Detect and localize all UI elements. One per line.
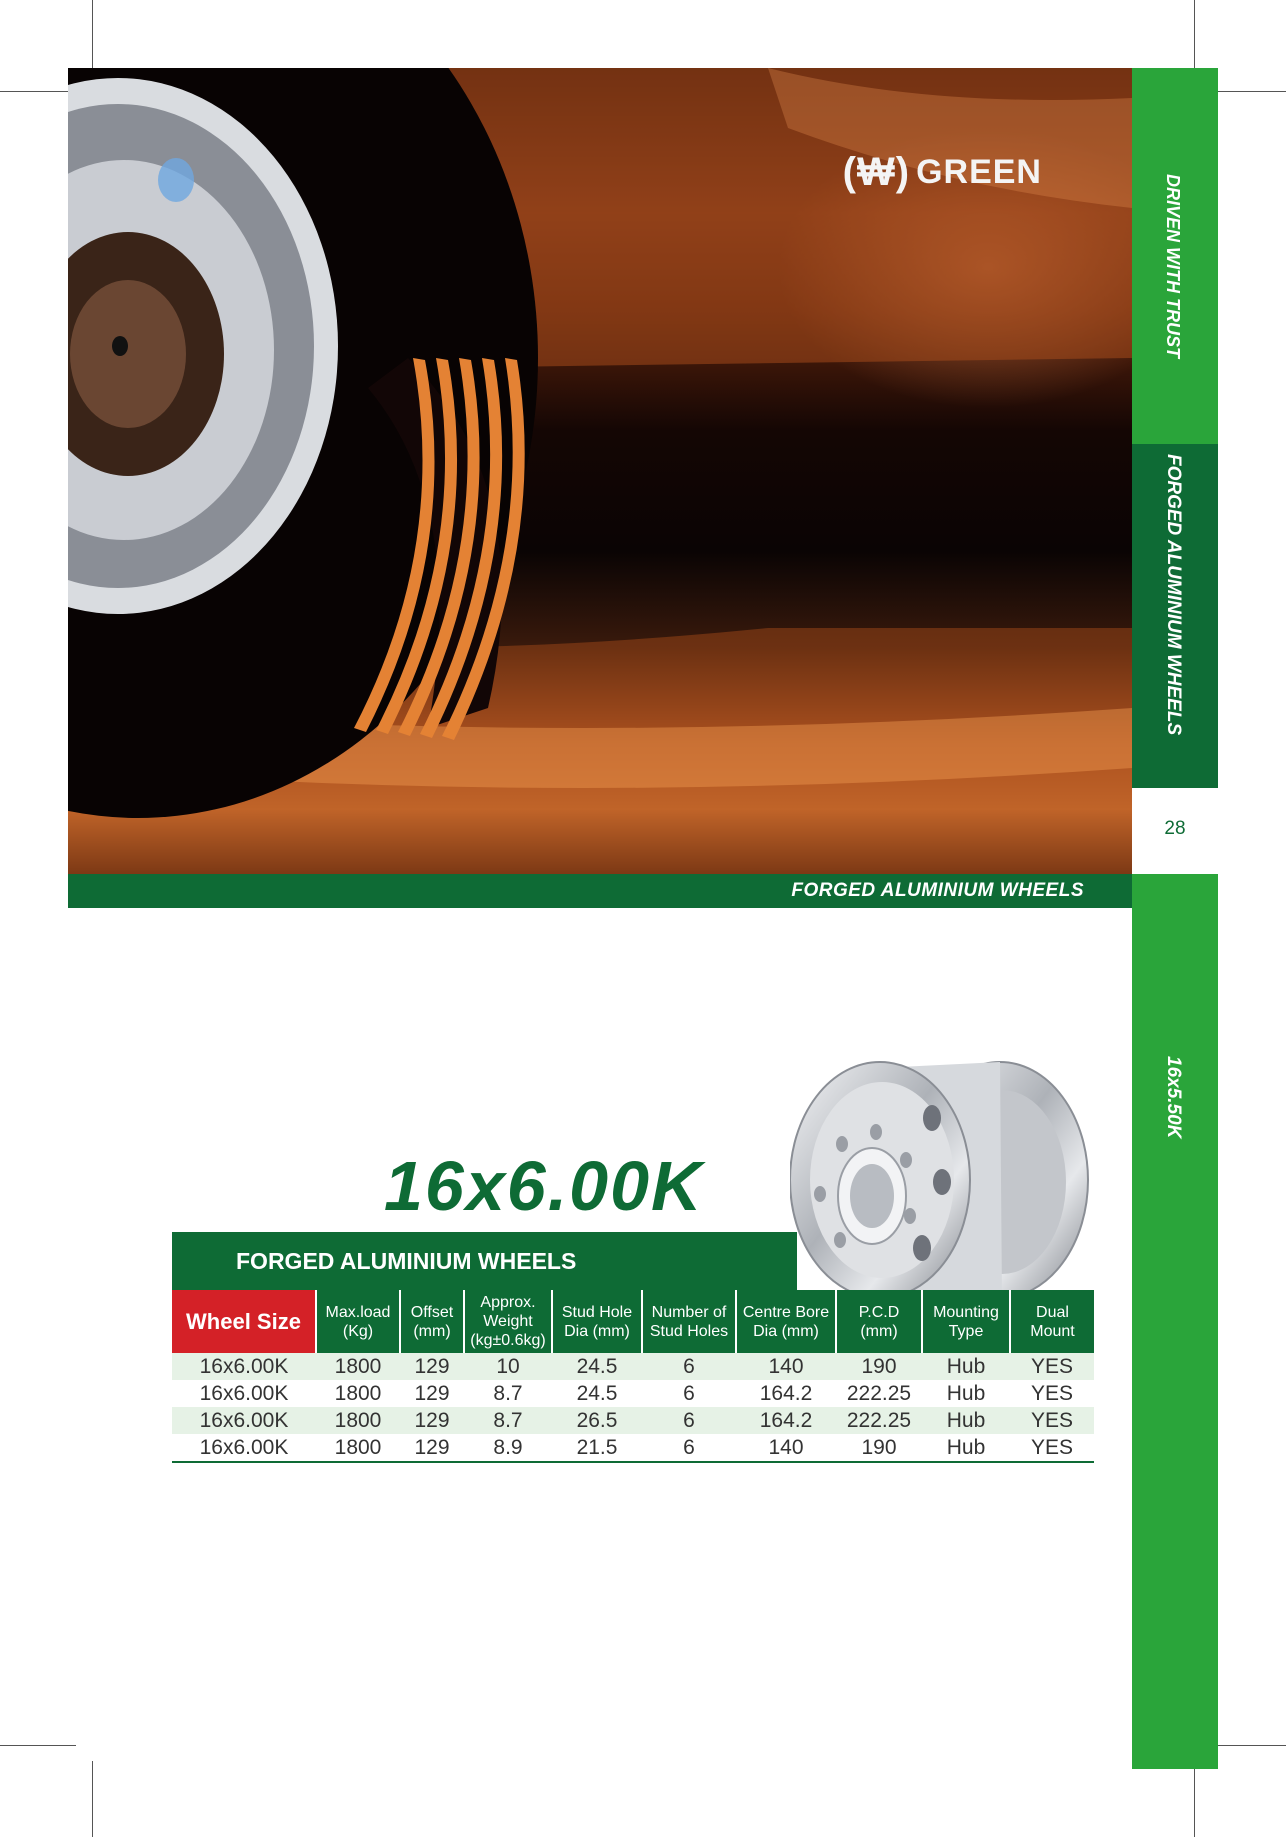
col-header-line: Stud Holes xyxy=(649,1322,729,1340)
cell-dual-mount: YES xyxy=(1030,1381,1074,1405)
sidebar-model-tab: 16x5.50K xyxy=(1163,1056,1184,1139)
cell-number-of-stud-holes: 6 xyxy=(642,1434,736,1462)
cell-max-load: 1800 xyxy=(316,1407,400,1434)
crop-mark xyxy=(1210,1745,1286,1746)
cell-stud-hole-dia: 24.5 xyxy=(552,1353,642,1380)
col-header-line: Type xyxy=(948,1322,984,1340)
cell-approx-weight: 8.9 xyxy=(464,1434,552,1462)
cell-pcd: 190 xyxy=(836,1434,922,1462)
col-header-approx-weight xyxy=(464,1290,552,1353)
sidebar-tagline-block xyxy=(1132,68,1218,444)
col-header-dual-mount xyxy=(1010,1290,1094,1353)
table-title-bar xyxy=(172,1232,797,1290)
model-title: 16x6.00K xyxy=(384,1147,704,1225)
cell-offset: 129 xyxy=(400,1434,464,1462)
col-header-line: (mm) xyxy=(413,1322,451,1340)
cell-pcd: 222.25 xyxy=(836,1407,922,1434)
table-row xyxy=(172,1434,1094,1462)
sidebar-section-label: FORGED ALUMINIUM WHEELS xyxy=(1163,454,1184,736)
hero-band-label: FORGED ALUMINIUM WHEELS xyxy=(791,880,1084,901)
crop-mark xyxy=(1194,0,1195,76)
crop-mark xyxy=(92,1761,93,1837)
cell-centre-bore-dia: 164.2 xyxy=(759,1381,813,1405)
col-header-line: Weight xyxy=(483,1313,533,1330)
cell-offset: 129 xyxy=(414,1381,450,1405)
brand-mark-icon: (₩) xyxy=(842,150,911,194)
col-header-line: Mounting xyxy=(933,1303,999,1321)
col-header-wheel-size: Wheel Size xyxy=(172,1290,316,1353)
brand-logo-text: GREEN xyxy=(916,152,1042,191)
cell-pcd: 222.25 xyxy=(846,1381,912,1405)
cell-max-load: 1800 xyxy=(316,1434,400,1462)
col-header-line: Dual xyxy=(1036,1303,1069,1321)
col-header-line: Mount xyxy=(1030,1322,1075,1340)
cell-approx-weight: 8.7 xyxy=(464,1407,552,1434)
cell-number-of-stud-holes: 6 xyxy=(642,1407,736,1434)
cell-offset: 129 xyxy=(400,1407,464,1434)
table-header-row xyxy=(172,1290,1094,1353)
cell-max-load: 1800 xyxy=(334,1381,382,1405)
cell-number-of-stud-holes: 6 xyxy=(642,1353,736,1380)
col-header-offset xyxy=(400,1290,464,1353)
spec-table xyxy=(172,1290,1094,1463)
col-header-line: Dia (mm) xyxy=(564,1322,630,1340)
cell-stud-hole-dia: 26.5 xyxy=(552,1407,642,1434)
sidebar-tagline: DRIVEN WITH TRUST xyxy=(1163,174,1183,358)
crop-mark xyxy=(1210,91,1286,92)
col-header-number-of-stud-holes xyxy=(642,1290,736,1353)
crop-mark xyxy=(0,1745,76,1746)
col-header-max-load xyxy=(316,1290,400,1353)
col-header-line: Number of xyxy=(651,1303,727,1321)
col-header-line: (Kg) xyxy=(342,1322,374,1340)
cell-number-of-stud-holes: 6 xyxy=(683,1381,695,1405)
cell-centre-bore-dia: 164.2 xyxy=(736,1407,836,1434)
col-header-stud-hole-dia xyxy=(552,1290,642,1353)
cell-mounting-type: Hub xyxy=(946,1381,986,1405)
brand-logo xyxy=(843,152,1042,192)
col-header-line: Max.load xyxy=(325,1303,391,1321)
cell-max-load: 1800 xyxy=(316,1353,400,1380)
cell-mounting-type: Hub xyxy=(922,1434,1010,1462)
col-header-line: (kg±0.6kg) xyxy=(470,1332,546,1349)
cell-dual-mount: YES xyxy=(1010,1407,1094,1434)
cell-mounting-type: Hub xyxy=(922,1353,1010,1380)
col-header-line: Dia (mm) xyxy=(753,1322,819,1340)
cell-wheel-size: 16x6.00K xyxy=(172,1353,316,1380)
cell-wheel-size: 16x6.00K xyxy=(199,1381,289,1405)
col-header-line: Centre Bore xyxy=(742,1303,830,1321)
col-header-line: P.C.D xyxy=(858,1303,900,1321)
cell-wheel-size: 16x6.00K xyxy=(172,1407,316,1434)
hero-band xyxy=(68,874,1132,908)
wheel-product-image xyxy=(790,1048,1100,1298)
table-row xyxy=(172,1380,1094,1407)
cell-dual-mount: YES xyxy=(1010,1434,1094,1462)
table-title: FORGED ALUMINIUM WHEELS xyxy=(236,1248,577,1274)
col-header-centre-bore-dia xyxy=(736,1290,836,1353)
col-header-line: Stud Hole xyxy=(561,1303,633,1321)
cell-dual-mount: YES xyxy=(1010,1353,1094,1380)
col-header-pcd xyxy=(836,1290,922,1353)
cell-offset: 129 xyxy=(400,1353,464,1380)
crop-mark xyxy=(0,91,76,92)
cell-stud-hole-dia: 21.5 xyxy=(552,1434,642,1462)
cell-pcd: 190 xyxy=(836,1353,922,1380)
cell-approx-weight: 10 xyxy=(464,1353,552,1380)
table-body xyxy=(172,1353,1094,1462)
cell-wheel-size: 16x6.00K xyxy=(172,1434,316,1462)
crop-mark xyxy=(1194,1761,1195,1837)
cell-centre-bore-dia: 140 xyxy=(736,1434,836,1462)
sidebar-model-block xyxy=(1132,874,1218,1769)
col-header-line: Approx. xyxy=(480,1294,536,1311)
cell-stud-hole-dia: 24.5 xyxy=(576,1381,618,1405)
page-number: 28 xyxy=(1164,818,1186,839)
cell-mounting-type: Hub xyxy=(922,1407,1010,1434)
crop-mark xyxy=(92,0,93,76)
cell-centre-bore-dia: 140 xyxy=(736,1353,836,1380)
col-header-mounting-type xyxy=(922,1290,1010,1353)
sidebar-section-block xyxy=(1132,444,1218,788)
table-row xyxy=(172,1407,1094,1434)
hero-photo xyxy=(68,68,1132,874)
table-row xyxy=(172,1353,1094,1380)
col-header-line: Offset xyxy=(410,1303,454,1321)
cell-approx-weight: 8.7 xyxy=(493,1381,523,1405)
col-header-line: (mm) xyxy=(860,1322,898,1340)
